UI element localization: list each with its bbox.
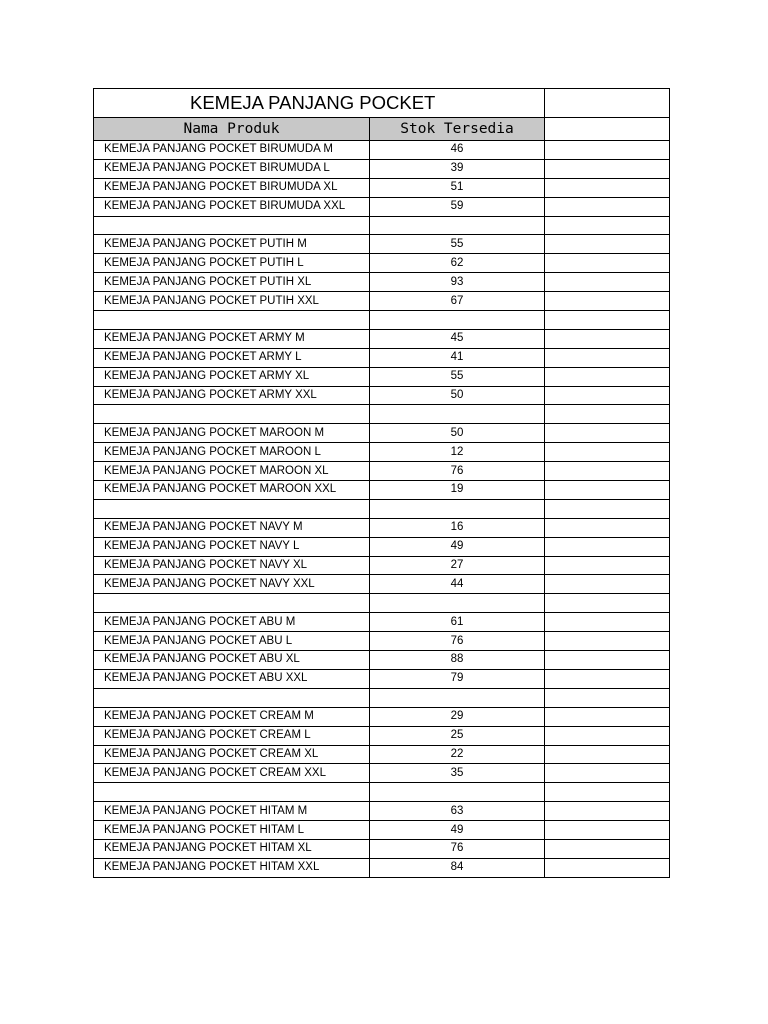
product-name-cell: KEMEJA PANJANG POCKET HITAM L [94,821,370,840]
empty-cell [94,216,370,235]
product-name-cell: KEMEJA PANJANG POCKET HITAM XXL [94,858,370,877]
stock-cell: 35 [370,764,545,783]
empty-cell [545,858,670,877]
product-name-cell: KEMEJA PANJANG POCKET NAVY M [94,518,370,537]
stock-cell: 84 [370,858,545,877]
title-row [94,89,670,118]
table-row [94,424,670,443]
spacer-row [94,688,670,707]
product-name-cell: KEMEJA PANJANG POCKET CREAM M [94,707,370,726]
table-row [94,613,670,632]
empty-cell [545,89,670,118]
empty-cell [370,405,545,424]
table-row [94,556,670,575]
empty-cell [545,802,670,821]
product-name-cell: KEMEJA PANJANG POCKET NAVY L [94,537,370,556]
spacer-row [94,405,670,424]
empty-cell [545,821,670,840]
empty-cell [545,197,670,216]
table-row [94,839,670,858]
stock-cell: 93 [370,273,545,292]
product-name-cell: KEMEJA PANJANG POCKET NAVY XXL [94,575,370,594]
product-name-cell: KEMEJA PANJANG POCKET CREAM L [94,726,370,745]
empty-cell [545,329,670,348]
product-name-cell: KEMEJA PANJANG POCKET HITAM XL [94,839,370,858]
spacer-row [94,499,670,518]
empty-cell [94,311,370,330]
stock-cell: 19 [370,481,545,500]
product-name-cell: KEMEJA PANJANG POCKET MAROON XXL [94,481,370,500]
product-name-cell: KEMEJA PANJANG POCKET PUTIH XXL [94,292,370,311]
table-row [94,462,670,481]
stock-cell: 27 [370,556,545,575]
empty-cell [370,499,545,518]
stock-cell: 76 [370,462,545,481]
empty-cell [545,367,670,386]
table-row [94,367,670,386]
empty-cell [545,783,670,802]
table-row [94,858,670,877]
stock-cell: 50 [370,386,545,405]
product-name-cell: KEMEJA PANJANG POCKET MAROON XL [94,462,370,481]
empty-cell [545,594,670,613]
empty-cell [545,669,670,688]
table-row [94,159,670,178]
table-row [94,254,670,273]
stock-cell: 49 [370,537,545,556]
empty-cell [545,462,670,481]
empty-cell [545,499,670,518]
empty-cell [545,405,670,424]
table-row [94,386,670,405]
table-row [94,178,670,197]
product-name-cell: KEMEJA PANJANG POCKET ARMY L [94,348,370,367]
table-row [94,141,670,160]
table-row [94,669,670,688]
empty-cell [94,688,370,707]
empty-cell [545,518,670,537]
product-name-cell: KEMEJA PANJANG POCKET PUTIH M [94,235,370,254]
empty-cell [94,594,370,613]
column-header-name: Nama Produk [94,118,370,141]
product-name-cell: KEMEJA PANJANG POCKET PUTIH XL [94,273,370,292]
table-row [94,197,670,216]
product-name-cell: KEMEJA PANJANG POCKET NAVY XL [94,556,370,575]
empty-cell [545,613,670,632]
stock-cell: 50 [370,424,545,443]
empty-cell [94,405,370,424]
empty-cell [545,292,670,311]
spacer-row [94,216,670,235]
empty-cell [545,159,670,178]
spacer-row [94,783,670,802]
spacer-row [94,594,670,613]
stock-cell: 12 [370,443,545,462]
table-row [94,348,670,367]
product-name-cell: KEMEJA PANJANG POCKET PUTIH L [94,254,370,273]
empty-cell [545,141,670,160]
empty-cell [545,556,670,575]
product-name-cell: KEMEJA PANJANG POCKET MAROON L [94,443,370,462]
table-row [94,443,670,462]
table-row [94,651,670,670]
product-name-cell: KEMEJA PANJANG POCKET ARMY XXL [94,386,370,405]
stock-cell: 59 [370,197,545,216]
stock-cell: 88 [370,651,545,670]
empty-cell [545,178,670,197]
product-name-cell: KEMEJA PANJANG POCKET BIRUMUDA XL [94,178,370,197]
stock-cell: 67 [370,292,545,311]
empty-cell [545,707,670,726]
stock-cell: 61 [370,613,545,632]
stock-cell: 76 [370,839,545,858]
product-name-cell: KEMEJA PANJANG POCKET HITAM M [94,802,370,821]
stock-cell: 16 [370,518,545,537]
stock-cell: 49 [370,821,545,840]
stock-cell: 63 [370,802,545,821]
empty-cell [545,651,670,670]
empty-cell [545,254,670,273]
stock-table-body [94,89,670,878]
empty-cell [370,594,545,613]
empty-cell [545,726,670,745]
empty-cell [545,632,670,651]
product-name-cell: KEMEJA PANJANG POCKET MAROON M [94,424,370,443]
column-header-stock: Stok Tersedia [370,118,545,141]
empty-cell [545,575,670,594]
header-row [94,118,670,141]
stock-cell: 76 [370,632,545,651]
empty-cell [545,424,670,443]
stock-cell: 44 [370,575,545,594]
product-name-cell: KEMEJA PANJANG POCKET ABU XXL [94,669,370,688]
empty-cell [545,348,670,367]
empty-cell [545,688,670,707]
table-row [94,537,670,556]
table-row [94,726,670,745]
empty-cell [545,235,670,254]
stock-cell: 79 [370,669,545,688]
product-name-cell: KEMEJA PANJANG POCKET BIRUMUDA M [94,141,370,160]
sheet-title: KEMEJA PANJANG POCKET [94,89,545,118]
stock-cell: 45 [370,329,545,348]
table-row [94,802,670,821]
empty-cell [545,745,670,764]
empty-cell [545,481,670,500]
empty-cell [370,311,545,330]
product-name-cell: KEMEJA PANJANG POCKET ARMY XL [94,367,370,386]
product-name-cell: KEMEJA PANJANG POCKET BIRUMUDA XXL [94,197,370,216]
table-row [94,707,670,726]
table-row [94,764,670,783]
product-name-cell: KEMEJA PANJANG POCKET ABU L [94,632,370,651]
empty-cell [545,216,670,235]
empty-cell [545,273,670,292]
stock-cell: 29 [370,707,545,726]
stock-table [93,88,670,878]
stock-cell: 46 [370,141,545,160]
empty-cell [545,386,670,405]
empty-cell [94,783,370,802]
empty-cell [545,443,670,462]
product-name-cell: KEMEJA PANJANG POCKET BIRUMUDA L [94,159,370,178]
empty-cell [545,764,670,783]
stock-cell: 55 [370,235,545,254]
empty-cell [545,537,670,556]
empty-cell [370,783,545,802]
stock-cell: 55 [370,367,545,386]
table-row [94,632,670,651]
table-row [94,745,670,764]
table-row [94,575,670,594]
empty-cell [545,311,670,330]
stock-cell: 22 [370,745,545,764]
product-name-cell: KEMEJA PANJANG POCKET ABU XL [94,651,370,670]
stock-cell: 41 [370,348,545,367]
empty-cell [370,216,545,235]
table-row [94,292,670,311]
stock-cell: 39 [370,159,545,178]
spacer-row [94,311,670,330]
stock-cell: 51 [370,178,545,197]
table-row [94,235,670,254]
table-row [94,518,670,537]
empty-cell [545,118,670,141]
empty-cell [94,499,370,518]
stock-cell: 62 [370,254,545,273]
empty-cell [545,839,670,858]
table-row [94,821,670,840]
table-row [94,273,670,292]
table-row [94,481,670,500]
empty-cell [370,688,545,707]
product-name-cell: KEMEJA PANJANG POCKET ABU M [94,613,370,632]
product-name-cell: KEMEJA PANJANG POCKET CREAM XL [94,745,370,764]
stock-cell: 25 [370,726,545,745]
table-row [94,329,670,348]
product-name-cell: KEMEJA PANJANG POCKET CREAM XXL [94,764,370,783]
product-name-cell: KEMEJA PANJANG POCKET ARMY M [94,329,370,348]
